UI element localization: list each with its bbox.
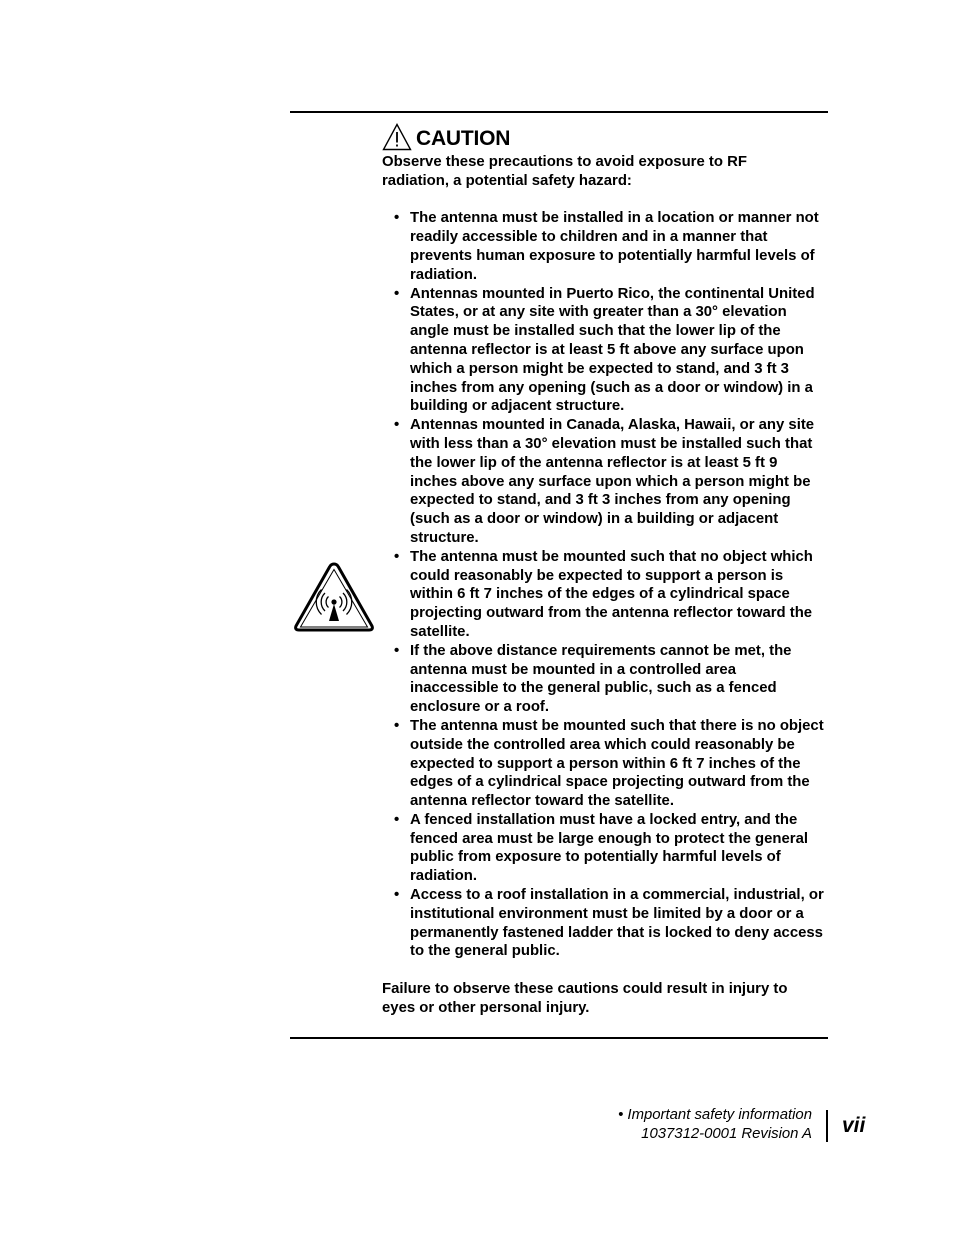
bullet-icon: •: [394, 417, 400, 434]
list-item: [382, 886, 828, 961]
list-item-text: Access to a roof installation in a commercial, industrial, or institutional environment must be limited by a door or a permanently fastened ladder that is locked to deny access to the general public.: [410, 887, 824, 960]
list-item: [382, 285, 828, 417]
caution-bottom-rule: [290, 1037, 828, 1039]
list-item: [382, 717, 828, 811]
bullet-icon: •: [394, 887, 400, 904]
bullet-icon: •: [394, 811, 400, 828]
bullet-icon: •: [394, 642, 400, 659]
caution-bullet-list: [382, 209, 828, 961]
list-item-text: The antenna must be installed in a location or manner not readily accessible to children and in a manner that prevents human exposure to potentially harmful levels of radiation.: [410, 210, 819, 283]
list-item-text: Antennas mounted in Puerto Rico, the continental United States, or at any site with greater than a 30° elevation angle must be installed such that the lower lip of the antenna reflector is at least 5 ft above any surface upon which a person might be expected to stand, and 3 ft 3 inches from any opening (such as a door or window) in a building or adjacent structure.: [410, 285, 815, 415]
bullet-icon: •: [394, 210, 400, 227]
caution-heading: [382, 121, 510, 151]
footer-divider: [826, 1110, 828, 1142]
bullet-icon: •: [394, 548, 400, 565]
caution-title: CAUTION: [416, 127, 511, 150]
bullet-icon: •: [394, 285, 400, 302]
caution-intro: Observe these precautions to avoid exposure to RF radiation, a potential safety hazard:: [382, 154, 747, 189]
list-item: [382, 209, 828, 284]
list-item: [382, 416, 828, 548]
list-item: [382, 811, 828, 886]
list-item-text: If the above distance requirements cannot be met, the antenna must be mounted in a controlled area inaccessible to the general public, such as a fenced enclosure or a roof.: [410, 642, 792, 716]
page-footer: [618, 1106, 812, 1144]
page-number: vii: [842, 1114, 866, 1137]
list-item-text: The antenna must be mounted such that there is no object outside the controlled area which could reasonably be expected to support a person within 6 ft 7 inches of the edges of a cylindrical space projecting outward from the antenna reflector toward the satellite.: [410, 717, 824, 810]
list-item-text: The antenna must be mounted such that no object which could reasonably be expected to support a person is within 6 ft 7 inches of the edges of a cylindrical space projecting outward from the antenna reflector toward the satellite.: [410, 548, 813, 640]
caution-body: [382, 153, 828, 1018]
footer-section-title: • Important safety information: [618, 1107, 812, 1123]
bullet-icon: •: [394, 717, 400, 734]
footer-doc-revision: 1037312-0001 Revision A: [641, 1126, 812, 1142]
list-item: [382, 642, 828, 717]
list-item-text: Antennas mounted in Canada, Alaska, Hawaii, or any site with less than a 30° elevation must be installed such that the lower lip of the antenna reflector is at least 5 ft 9 inches above any surface upon which a person might be expected to stand, and 3 ft 3 inches from any opening (such as a door or window) in a building or adjacent structure.: [410, 417, 815, 546]
warning-triangle-icon: [382, 123, 412, 151]
caution-top-rule: [290, 111, 828, 113]
list-item: [382, 548, 828, 642]
caution-outro: Failure to observe these cautions could result in injury to eyes or other personal injury.: [382, 981, 788, 1016]
rf-radiation-warning-icon: [293, 561, 375, 633]
list-item-text: A fenced installation must have a locked entry, and the fenced area must be large enough to protect the general public from exposure to potentially harmful levels of radiation.: [410, 811, 808, 885]
